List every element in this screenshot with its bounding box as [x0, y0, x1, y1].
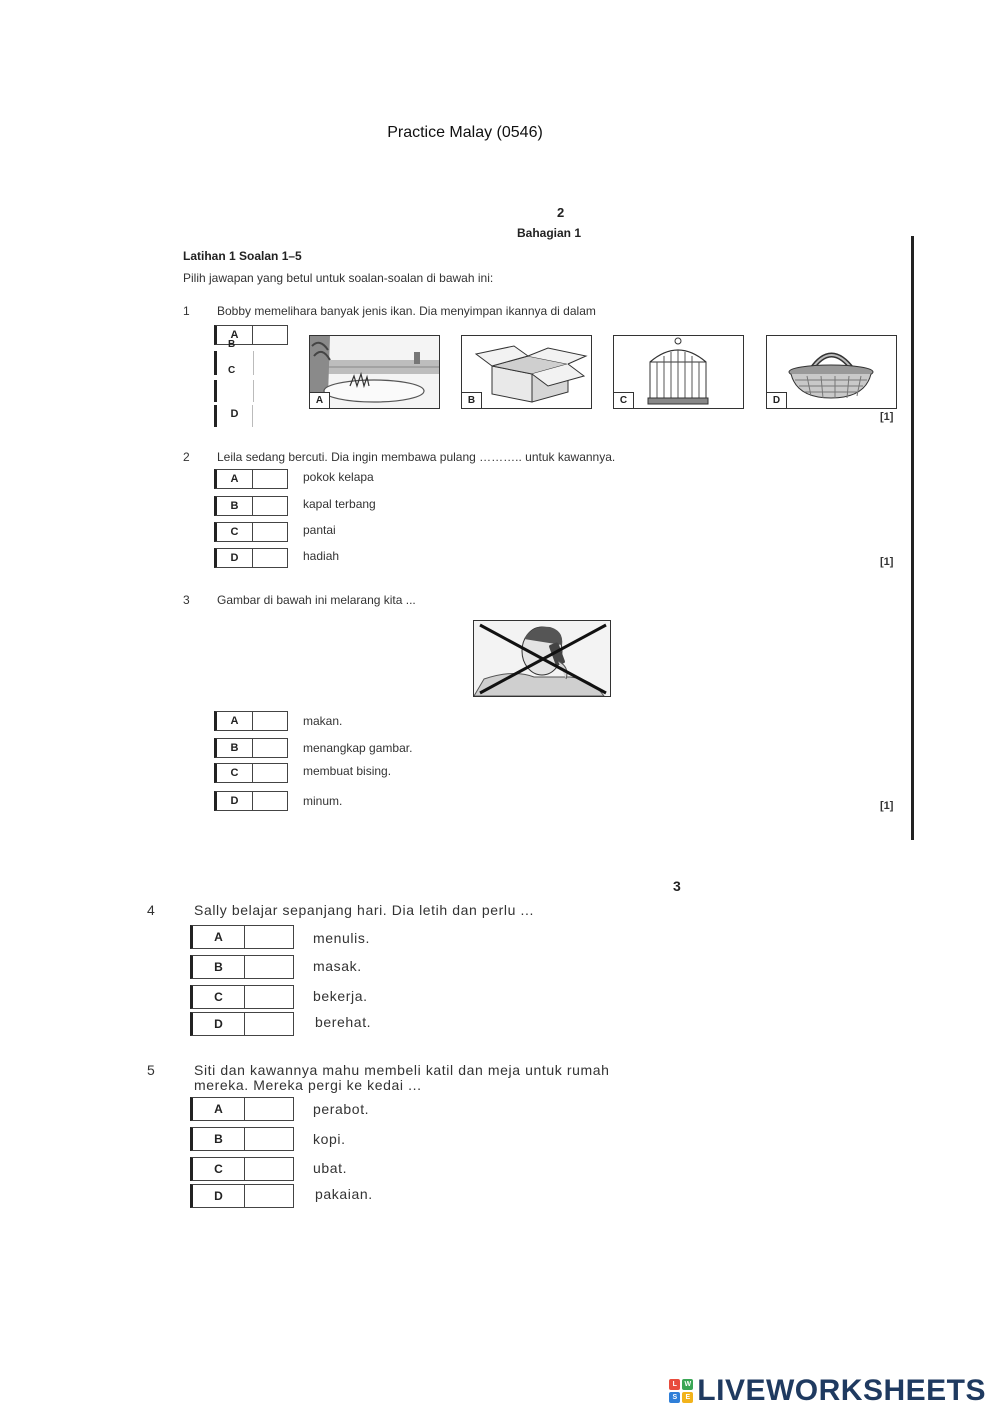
- q5-option-a-box[interactable]: [190, 1097, 294, 1121]
- q3-option-a-box[interactable]: [214, 711, 288, 731]
- q3-number: 3: [183, 593, 190, 607]
- q5-option-d-text: pakaian.: [315, 1186, 373, 1202]
- q3-option-b-text: menangkap gambar.: [303, 741, 413, 755]
- q1-option-letter: A: [217, 326, 253, 344]
- q1-option-c-letter: C: [228, 365, 236, 376]
- pond-image: [309, 335, 440, 409]
- q4-option-letter: A: [193, 926, 245, 948]
- box-image: [461, 335, 592, 409]
- q2-option-d-text: hadiah: [303, 549, 340, 563]
- instruction-text: Pilih jawapan yang betul untuk soalan-soalan di bawah ini:: [183, 271, 494, 285]
- q3-option-letter: D: [217, 792, 253, 810]
- q5-option-d-box[interactable]: [190, 1184, 294, 1208]
- q2-option-letter: A: [217, 470, 253, 488]
- liveworksheets-logo[interactable]: [669, 1374, 986, 1408]
- q1-option-b-letter: B: [228, 339, 236, 350]
- q5-option-letter: C: [193, 1158, 245, 1180]
- q5-number: 5: [147, 1062, 156, 1078]
- q1-option-d[interactable]: [214, 405, 288, 427]
- q2-text: Leila sedang bercuti. Dia ingin membawa pulang ……….. untuk kawannya.: [217, 450, 616, 464]
- q5-option-letter: A: [193, 1098, 245, 1120]
- q3-option-letter: A: [217, 712, 253, 730]
- q1-mark: [1]: [880, 411, 894, 423]
- image-label: A: [310, 392, 330, 408]
- q4-option-c-box[interactable]: [190, 985, 294, 1009]
- q4-option-a-text: menulis.: [313, 930, 370, 946]
- q2-option-a-text: pokok kelapa: [303, 470, 374, 484]
- man-on-phone-crossed-illustration: [474, 621, 610, 696]
- q4-option-letter: D: [193, 1013, 245, 1035]
- q5-option-letter: B: [193, 1128, 245, 1150]
- q2-option-letter: C: [217, 523, 253, 541]
- q5-option-letter: D: [193, 1185, 245, 1207]
- logo-text: LIVEWORKSHEETS: [697, 1374, 986, 1407]
- no-phone-sign-image: [473, 620, 611, 697]
- q4-option-c-text: bekerja.: [313, 988, 368, 1004]
- q5-option-c-text: ubat.: [313, 1160, 348, 1176]
- q3-mark: [1]: [880, 800, 894, 812]
- q3-option-c-box[interactable]: [214, 763, 288, 783]
- q5-option-c-box[interactable]: [190, 1157, 294, 1181]
- image-label: B: [462, 392, 482, 408]
- q4-option-d-box[interactable]: [190, 1012, 294, 1036]
- q2-option-b-text: kapal terbang: [303, 497, 376, 511]
- q4-text: Sally belajar sepanjang hari. Dia letih dan perlu ...: [194, 902, 534, 918]
- q2-option-letter: B: [217, 497, 253, 515]
- image-label: C: [614, 392, 634, 408]
- section-title: Bahagian 1: [517, 226, 582, 240]
- q4-option-d-text: berehat.: [315, 1014, 372, 1030]
- q5-text-line1: Siti dan kawannya mahu membeli katil dan meja untuk rumah: [194, 1062, 610, 1078]
- q2-option-c-box[interactable]: [214, 522, 288, 542]
- birdcage-image: [613, 335, 744, 409]
- q5-option-b-text: kopi.: [313, 1131, 346, 1147]
- q4-option-letter: B: [193, 956, 245, 978]
- page-number-2: 2: [557, 205, 565, 220]
- logo-square: S: [669, 1392, 680, 1403]
- document-title: Practice Malay (0546): [387, 124, 543, 141]
- q2-mark: [1]: [880, 556, 894, 568]
- q5-option-b-box[interactable]: [190, 1127, 294, 1151]
- q4-option-b-box[interactable]: [190, 955, 294, 979]
- q1-answer-column: [214, 325, 288, 427]
- q3-option-c-text: membuat bising.: [303, 764, 392, 778]
- logo-square: L: [669, 1379, 680, 1390]
- q2-option-c-text: pantai: [303, 523, 336, 537]
- q2-number: 2: [183, 450, 190, 464]
- q3-option-letter: C: [217, 764, 253, 782]
- q2-option-d-box[interactable]: [214, 548, 288, 568]
- q3-text: Gambar di bawah ini melarang kita ...: [217, 593, 416, 607]
- logo-square: W: [682, 1379, 693, 1390]
- q1-option-letter: D: [217, 405, 253, 427]
- image-label: D: [767, 392, 787, 408]
- page-number-3: 3: [673, 878, 681, 894]
- q4-option-b-text: masak.: [313, 958, 362, 974]
- q2-option-a-box[interactable]: [214, 469, 288, 489]
- logo-squares-icon: [669, 1379, 693, 1403]
- q1-number: 1: [183, 304, 190, 318]
- q2-option-b-box[interactable]: [214, 496, 288, 516]
- basket-image: [766, 335, 897, 409]
- q3-option-a-text: makan.: [303, 714, 343, 728]
- q1-option-c[interactable]: [214, 380, 288, 402]
- q4-number: 4: [147, 902, 156, 918]
- q3-option-letter: B: [217, 739, 253, 757]
- q1-text: Bobby memelihara banyak jenis ikan. Dia menyimpan ikannya di dalam: [217, 304, 596, 318]
- q3-option-d-text: minum.: [303, 794, 343, 808]
- exercise-title: Latihan 1 Soalan 1–5: [183, 249, 302, 263]
- q3-option-b-box[interactable]: [214, 738, 288, 758]
- q3-option-d-box[interactable]: [214, 791, 288, 811]
- q4-option-a-box[interactable]: [190, 925, 294, 949]
- q5-text-line2: mereka. Mereka pergi ke kedai ...: [194, 1077, 422, 1093]
- q5-option-a-text: perabot.: [313, 1101, 370, 1117]
- q4-option-letter: C: [193, 986, 245, 1008]
- logo-square: E: [682, 1392, 693, 1403]
- q2-option-letter: D: [217, 549, 253, 567]
- margin-line: [911, 236, 914, 840]
